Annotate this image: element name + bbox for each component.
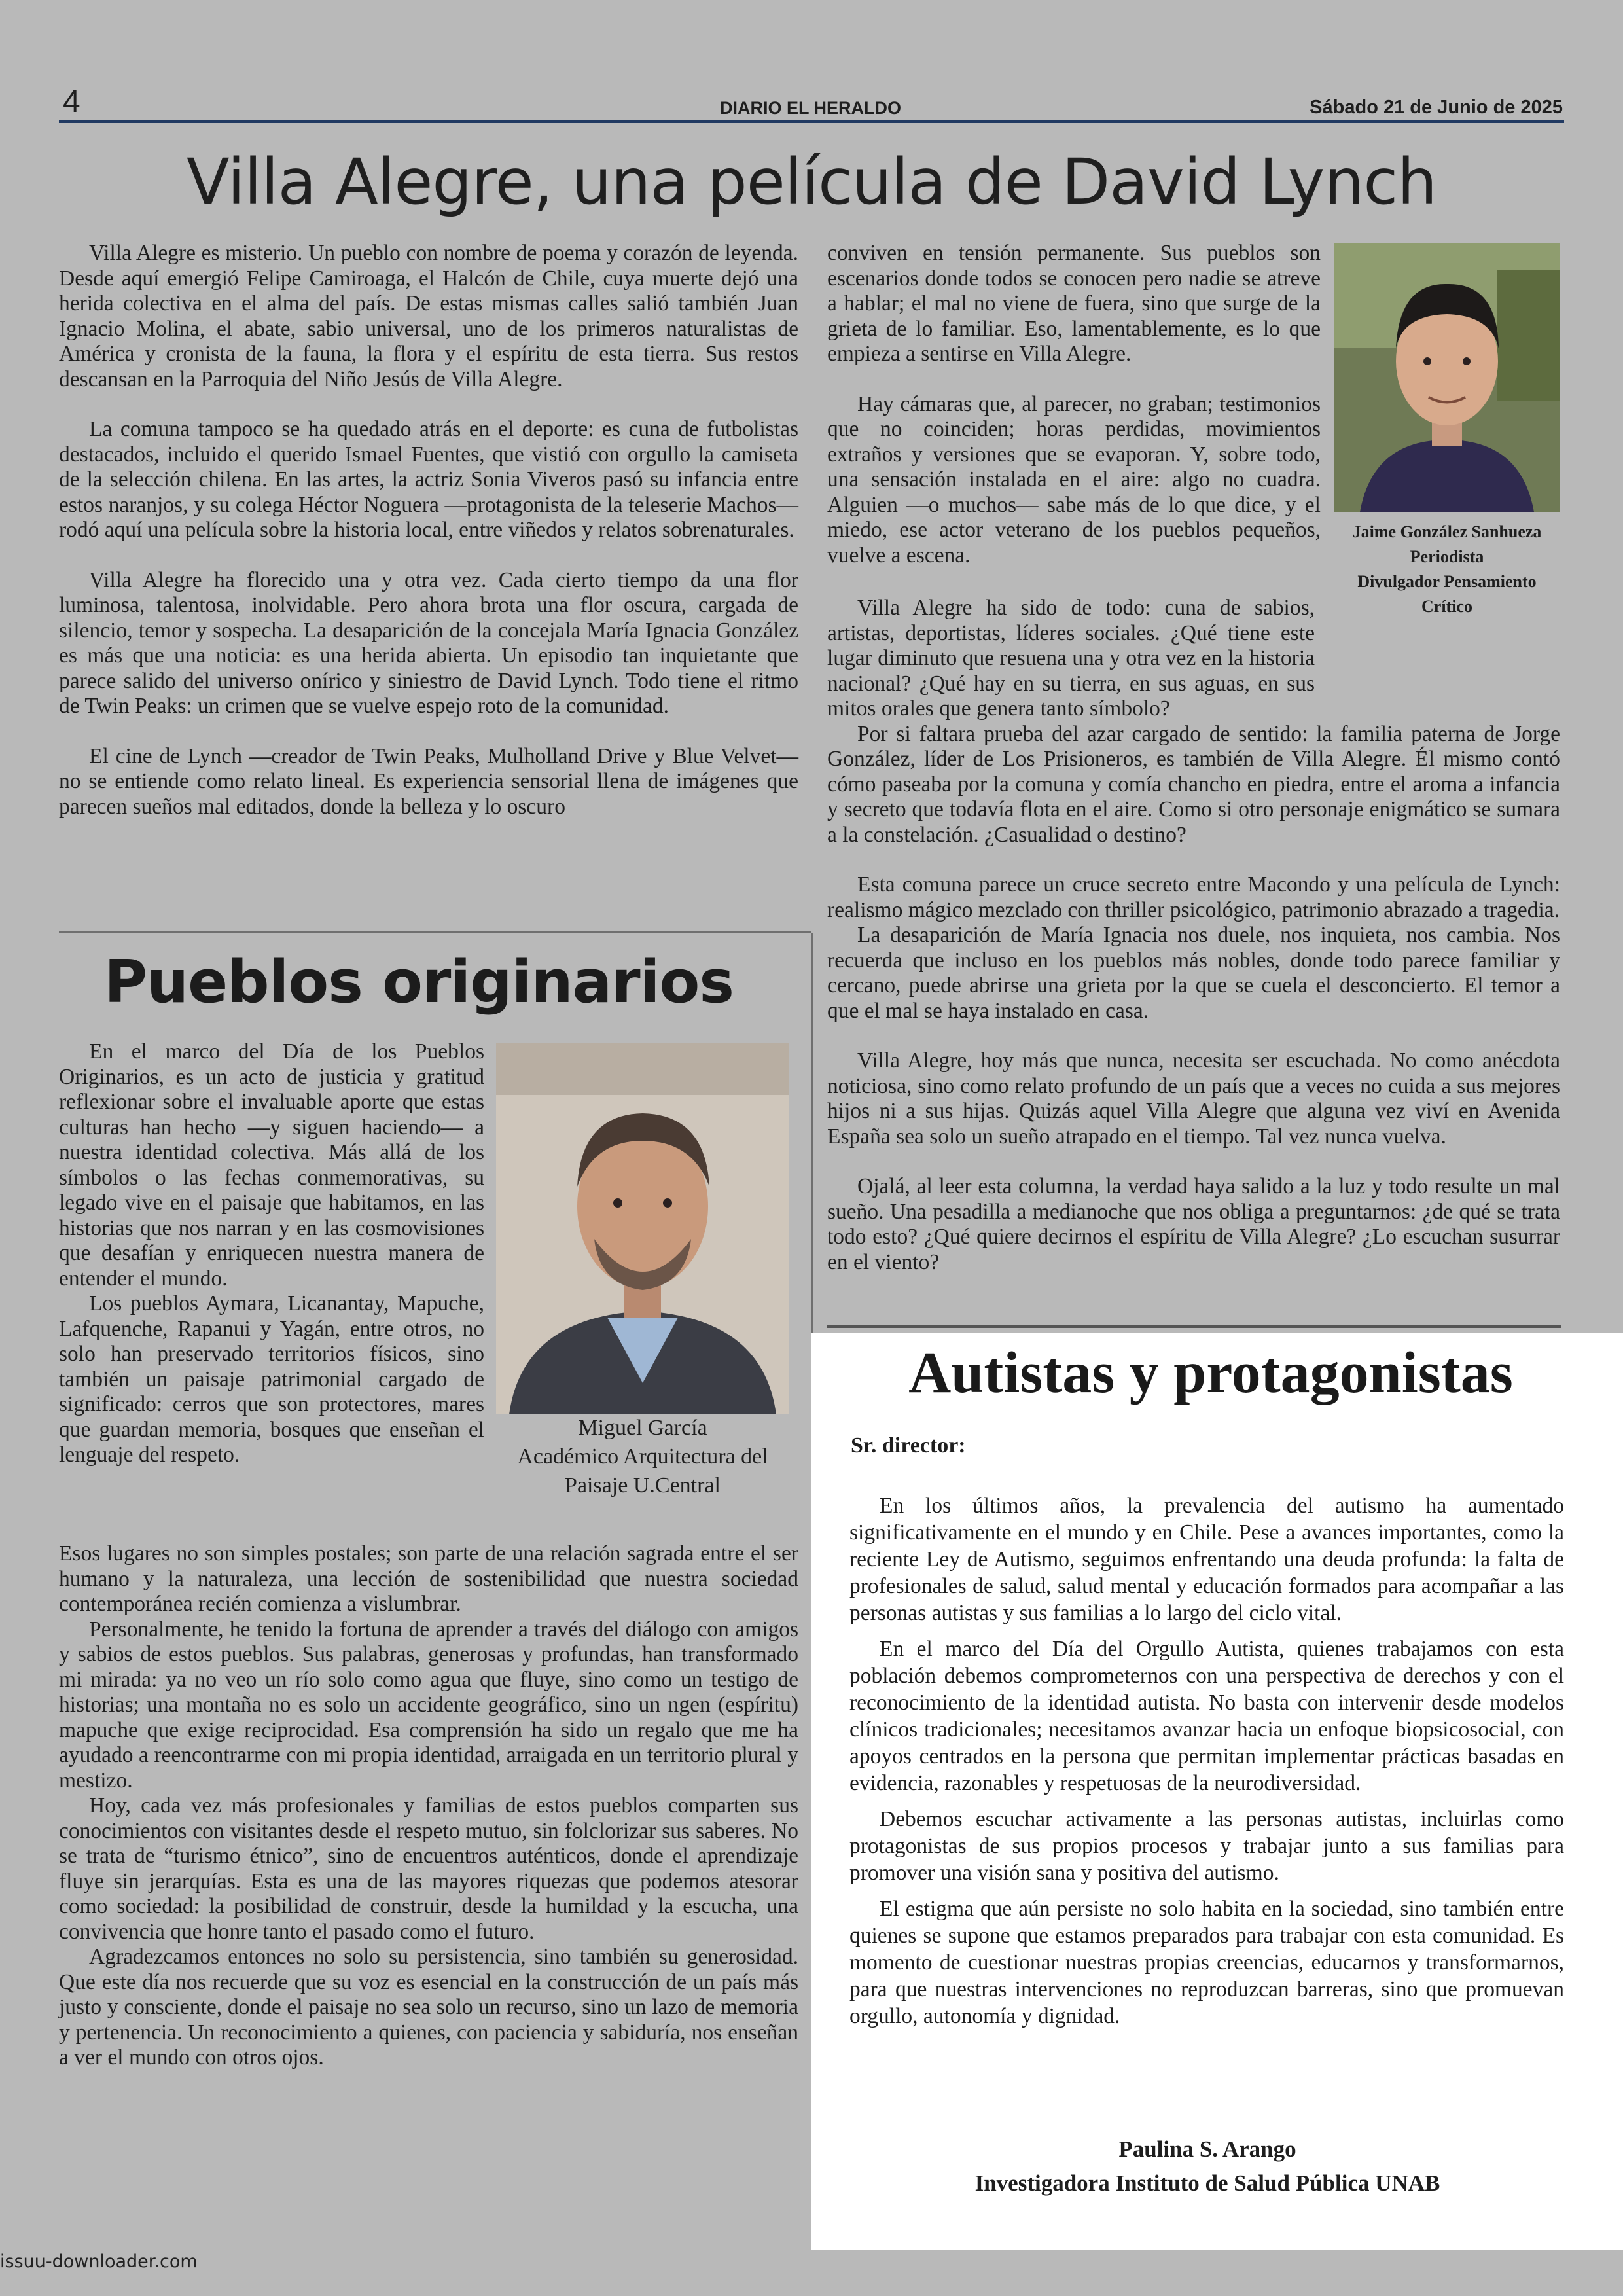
section-divider <box>827 1325 1561 1328</box>
article-title-autistas: Autistas y protagonistas <box>908 1340 1513 1405</box>
article2-wrap-column <box>59 1039 484 1468</box>
author-role: Paisaje U.Central <box>565 1473 721 1498</box>
article1-right-top-column <box>827 241 1321 568</box>
letter-paragraph: En los últimos años, la prevalencia del autismo ha aumentado significativamente en el mundo y en Chile. Pese a avances importantes, como la reciente Ley de Autismo, seguimos enfrentando una deuda profunda: la falta de profesionales de salud, salud mental y educación formados para acompañar a las personas autistas y sus familias a lo largo del ciclo vital. <box>849 1494 1564 1625</box>
article2-paragraph: Esos lugares no son simples postales; son parte de una relación sagrada entre el ser humano y la naturaleza, una lección de sostenibilidad que nuestra sociedad contemporánea recién comienza a vislumbrar. <box>59 1541 798 1616</box>
signature-name: Paulina S. Arango <box>1118 2136 1296 2162</box>
letter-paragraph: Debemos escuchar activamente a las personas autistas, incluirlas como protagonistas de sus propios procesos y trabajar junto a sus familias para promover una visión sana y positiva del autismo. <box>849 1807 1564 1885</box>
header-rule <box>59 120 1564 123</box>
article1-paragraph: Por si faltara prueba del azar cargado de sentido: la familia paterna de Jorge González, líder de Los Prisioneros, es también de Villa Alegre. Él mismo contó cómo paseaba por la comuna y comía chancho en piedra, entre el aroma a infancia y secreto que todavía flota en el aire. Como si otro personaje enigmático se sumara a la constelación. ¿Casualidad o destino? <box>827 721 1560 847</box>
article1-paragraph: Villa Alegre ha florecido una y otra vez. Cada cierto tiempo da una flor luminosa, talentosa, inolvidable. Pero ahora brota una flor oscura, cargada de silencio, temor y sospecha. La desaparición de la concejala María Ignacia González es más que una noticia: es una herida abierta. Un episodio tan inquietante que parece salido del universo onírico y siniestro de David Lynch. Todo tiene el ritmo de Twin Peaks: un crimen que se vuelve espejo roto de la comunidad. <box>59 567 798 718</box>
author-role: Académico Arquitectura del <box>517 1444 768 1469</box>
portrait-man-icon <box>496 1043 789 1414</box>
letter-paragraph: En el marco del Día del Orgullo Autista, quienes trabajamos con esta población debemos comprometernos con una perspectiva de derechos y con el reconocimiento de la identidad autista. No basta con intervenir desde modelos clínicos tradicionales; necesitamos avanzar hacia un enfoque biopsicosocial, con apoyos centrados en la persona que permitan implementar prácticas basadas en evidencia, razonables y respetuosas de la neurodiversidad. <box>849 1637 1564 1795</box>
watermark-text: issuu-downloader.com <box>0 2251 198 2272</box>
article1-right-bottom-column <box>827 596 1560 1275</box>
letter-body <box>849 1492 1564 2030</box>
author-role: Divulgador Pensamiento <box>1357 572 1537 591</box>
article2-paragraph: Los pueblos Aymara, Licanantay, Mapuche, Lafquenche, Rapanui y Yagán, entre otros, no solo han preservado territorios físicos, sino también un paisaje patrimonial cargado de significado: cerros que son protectores, mares que guardan memoria, bosques que enseñan el lenguaje del respeto. <box>59 1291 484 1467</box>
author-caption-miguel <box>496 1414 789 1500</box>
article1-paragraph: La comuna tampoco se ha quedado atrás en el deporte: es cuna de futbolistas destacados, incluido el querido Ismael Fuentes, que vistió con orgullo la camiseta de la selección chilena. En las artes, la actriz Sonia Viveros pasó su infancia entre estos naranjos, y su colega Héctor Noguera —protagonista de la teleserie Machos— rodó aquí una película sobre la historia local, entre viñedos y relatos sobrenaturales. <box>59 417 798 542</box>
article2-paragraph: Personalmente, he tenido la fortuna de aprender a través del diálogo con amigos y sabios de estos pueblos. Sus palabras, generosas y profundas, han transformado mi mirada: ya no veo un río solo como agua que fluye, sino como un testigo de historias; una montaña no es solo un accidente geográfico, sino un ngen (espíritu) mapuche que exige reciprocidad. Esa comprensión ha sido un regalo que me ha ayudado a reencontrarme con mi propia identidad, arraigada en un territorio plural y mestizo. <box>59 1617 798 1793</box>
author-name: Jaime González Sanhueza <box>1352 522 1542 541</box>
author-name: Miguel García <box>578 1416 707 1440</box>
author-role: Crítico <box>1421 597 1472 616</box>
article2-full-column <box>59 1541 798 2071</box>
signature-title: Investigadora Instituto de Salud Pública UNAB <box>974 2170 1440 2196</box>
article1-left-column <box>59 241 798 819</box>
article-title-villa-alegre: Villa Alegre, una película de David Lynch <box>187 145 1436 219</box>
page-number: 4 <box>63 84 80 119</box>
newspaper-name: DIARIO EL HERALDO <box>720 98 902 118</box>
article1-paragraph: Ojalá, al leer esta columna, la verdad haya salido a la luz y todo resulte un mal sueño. Una pesadilla a medianoche que nos obliga a preguntarnos: ¿de qué se trata todo esto? ¿Qué quiere decirnos el espíritu de Villa Alegre? ¿Lo escuchan susurrar en el viento? <box>827 1174 1560 1274</box>
article1-paragraph: Villa Alegre es misterio. Un pueblo con nombre de poema y corazón de leyenda. Desde aquí emergió Felipe Camiroaga, el Halcón de Chile, cuya muerte dejó una herida colectiva en el alma del país. De estas mismas calles salió también Juan Ignacio Molina, el abate, sabio universal, uno de los primeros naturalistas de América y cronista de la fauna, la flora y el espíritu de esta tierra. Sus restos descansan en la Parroquia del Niño Jesús de Villa Alegre. <box>59 241 798 391</box>
article1-paragraph: conviven en tensión permanente. Sus pueblos son escenarios donde todos se conocen pero nadie se atreve a hablar; el mal no viene de fuera, sino que surge de la grieta de lo familiar. Eso, lamentablemente, es lo que empieza a sentirse en Villa Alegre. <box>827 241 1321 366</box>
portrait-man-icon <box>1334 243 1560 512</box>
author-photo-miguel <box>496 1043 789 1414</box>
letter-salutation: Sr. director: <box>851 1433 966 1458</box>
article-title-pueblos-originarios: Pueblos originarios <box>104 948 734 1016</box>
article1-paragraph: Esta comuna parece un cruce secreto entre Macondo y una película de Lynch: realismo mágico mezclado con thriller psicológico, patrimonio abrazado a tragedia. <box>827 872 1560 922</box>
section-divider <box>59 931 812 933</box>
author-role: Periodista <box>1410 547 1484 566</box>
article1-paragraph: Hay cámaras que, al parecer, no graban; testimonios que no coinciden; horas perdidas, movimientos extraños y versiones que se evaporan. Y, sobre todo, una sensación instalada en el aire: algo no cuadra. Alguien —o muchos— sabe más de lo que dice, y el miedo, ese actor veterano de los pueblos pequeños, vuelve a escena. <box>827 391 1321 567</box>
article2-paragraph: Agradezcamos entonces no solo su persistencia, sino también su generosidad. Que este día nos recuerde que su voz es esencial en la construcción de un país más justo y consciente, donde el paisaje no sea solo un recurso, sino un lazo de memoria y pertenencia. Un reconocimiento a quienes, con paciencia y sabiduría, nos enseñan a ver el mundo con otros ojos. <box>59 1945 798 2070</box>
article1-paragraph: Villa Alegre ha sido de todo: cuna de sabios, artistas, deportistas, líderes sociales. ¿Qué tiene este lugar diminuto que resuena una y otra vez en la historia nacional? ¿Qué hay en su tierra, en sus aguas, en sus mitos orales que genera tanto símbolo? <box>827 596 1315 721</box>
article1-paragraph: La desaparición de María Ignacia nos duele, nos inquieta, nos cambia. Nos recuerda que incluso en los pueblos más nobles, donde todo parece familiar y cercano, puede abrirse una grieta por la que se cuela el desconcierto. El temor a que el mal se haya instalado en casa. <box>827 923 1560 1023</box>
author-photo-jaime <box>1334 243 1560 512</box>
article2-paragraph: En el marco del Día de los Pueblos Originarios, es un acto de justicia y gratitud reflexionar sobre el invaluable aporte que estas culturas han hecho —y siguen haciendo— a nuestra identidad colectiva. Más allá de los símbolos o las fechas conmemorativas, su legado vive en el paisaje que habitamos, en las historias que nos narran y en las cosmovisiones que desafían y enriquecen nuestra manera de entender el mundo. <box>59 1039 484 1291</box>
article1-paragraph: El cine de Lynch —creador de Twin Peaks, Mulholland Drive y Blue Velvet— no se entiende como relato lineal. Es experiencia sensorial llena de imágenes que parecen sueños mal editados, donde la belleza y lo oscuro <box>59 744 798 819</box>
article1-paragraph: Villa Alegre, hoy más que nunca, necesita ser escuchada. No como anécdota noticiosa, sino como relato profundo de un país que a veces no cuida a sus mejores hijos ni a sus hijas. Quizás aquel Villa Alegre que alguna vez viví en Avenida España sea solo un sueño atrapado en el tiempo. Tal vez nunca vuelva. <box>827 1049 1560 1149</box>
issue-date: Sábado 21 de Junio de 2025 <box>1310 97 1563 118</box>
letter-paragraph: El estigma que aún persiste no solo habita en la sociedad, sino también entre quienes se supone que estamos preparados para trabajar con esta comunidad. Es momento de cuestionar nuestras propias creencias, educarnos y transformarnos, para que nuestras intervenciones no reproduzcan barreras, sino que promuevan orgullo, autonomía y dignidad. <box>849 1897 1564 2028</box>
letter-signature <box>851 2132 1564 2200</box>
article2-paragraph: Hoy, cada vez más profesionales y familias de estos pueblos comparten sus conocimientos con visitantes desde el respeto mutuo, sin folclorizar sus saberes. No se trata de “turismo étnico”, sino de encuentros auténticos, donde el aprendizaje fluye sin jerarquías. Esta es una de las mayores riquezas que podemos atesorar como sociedad: la posibilidad de construir, desde la humildad y la escucha, una convivencia que honre tanto el pasado como el futuro. <box>59 1793 798 1944</box>
